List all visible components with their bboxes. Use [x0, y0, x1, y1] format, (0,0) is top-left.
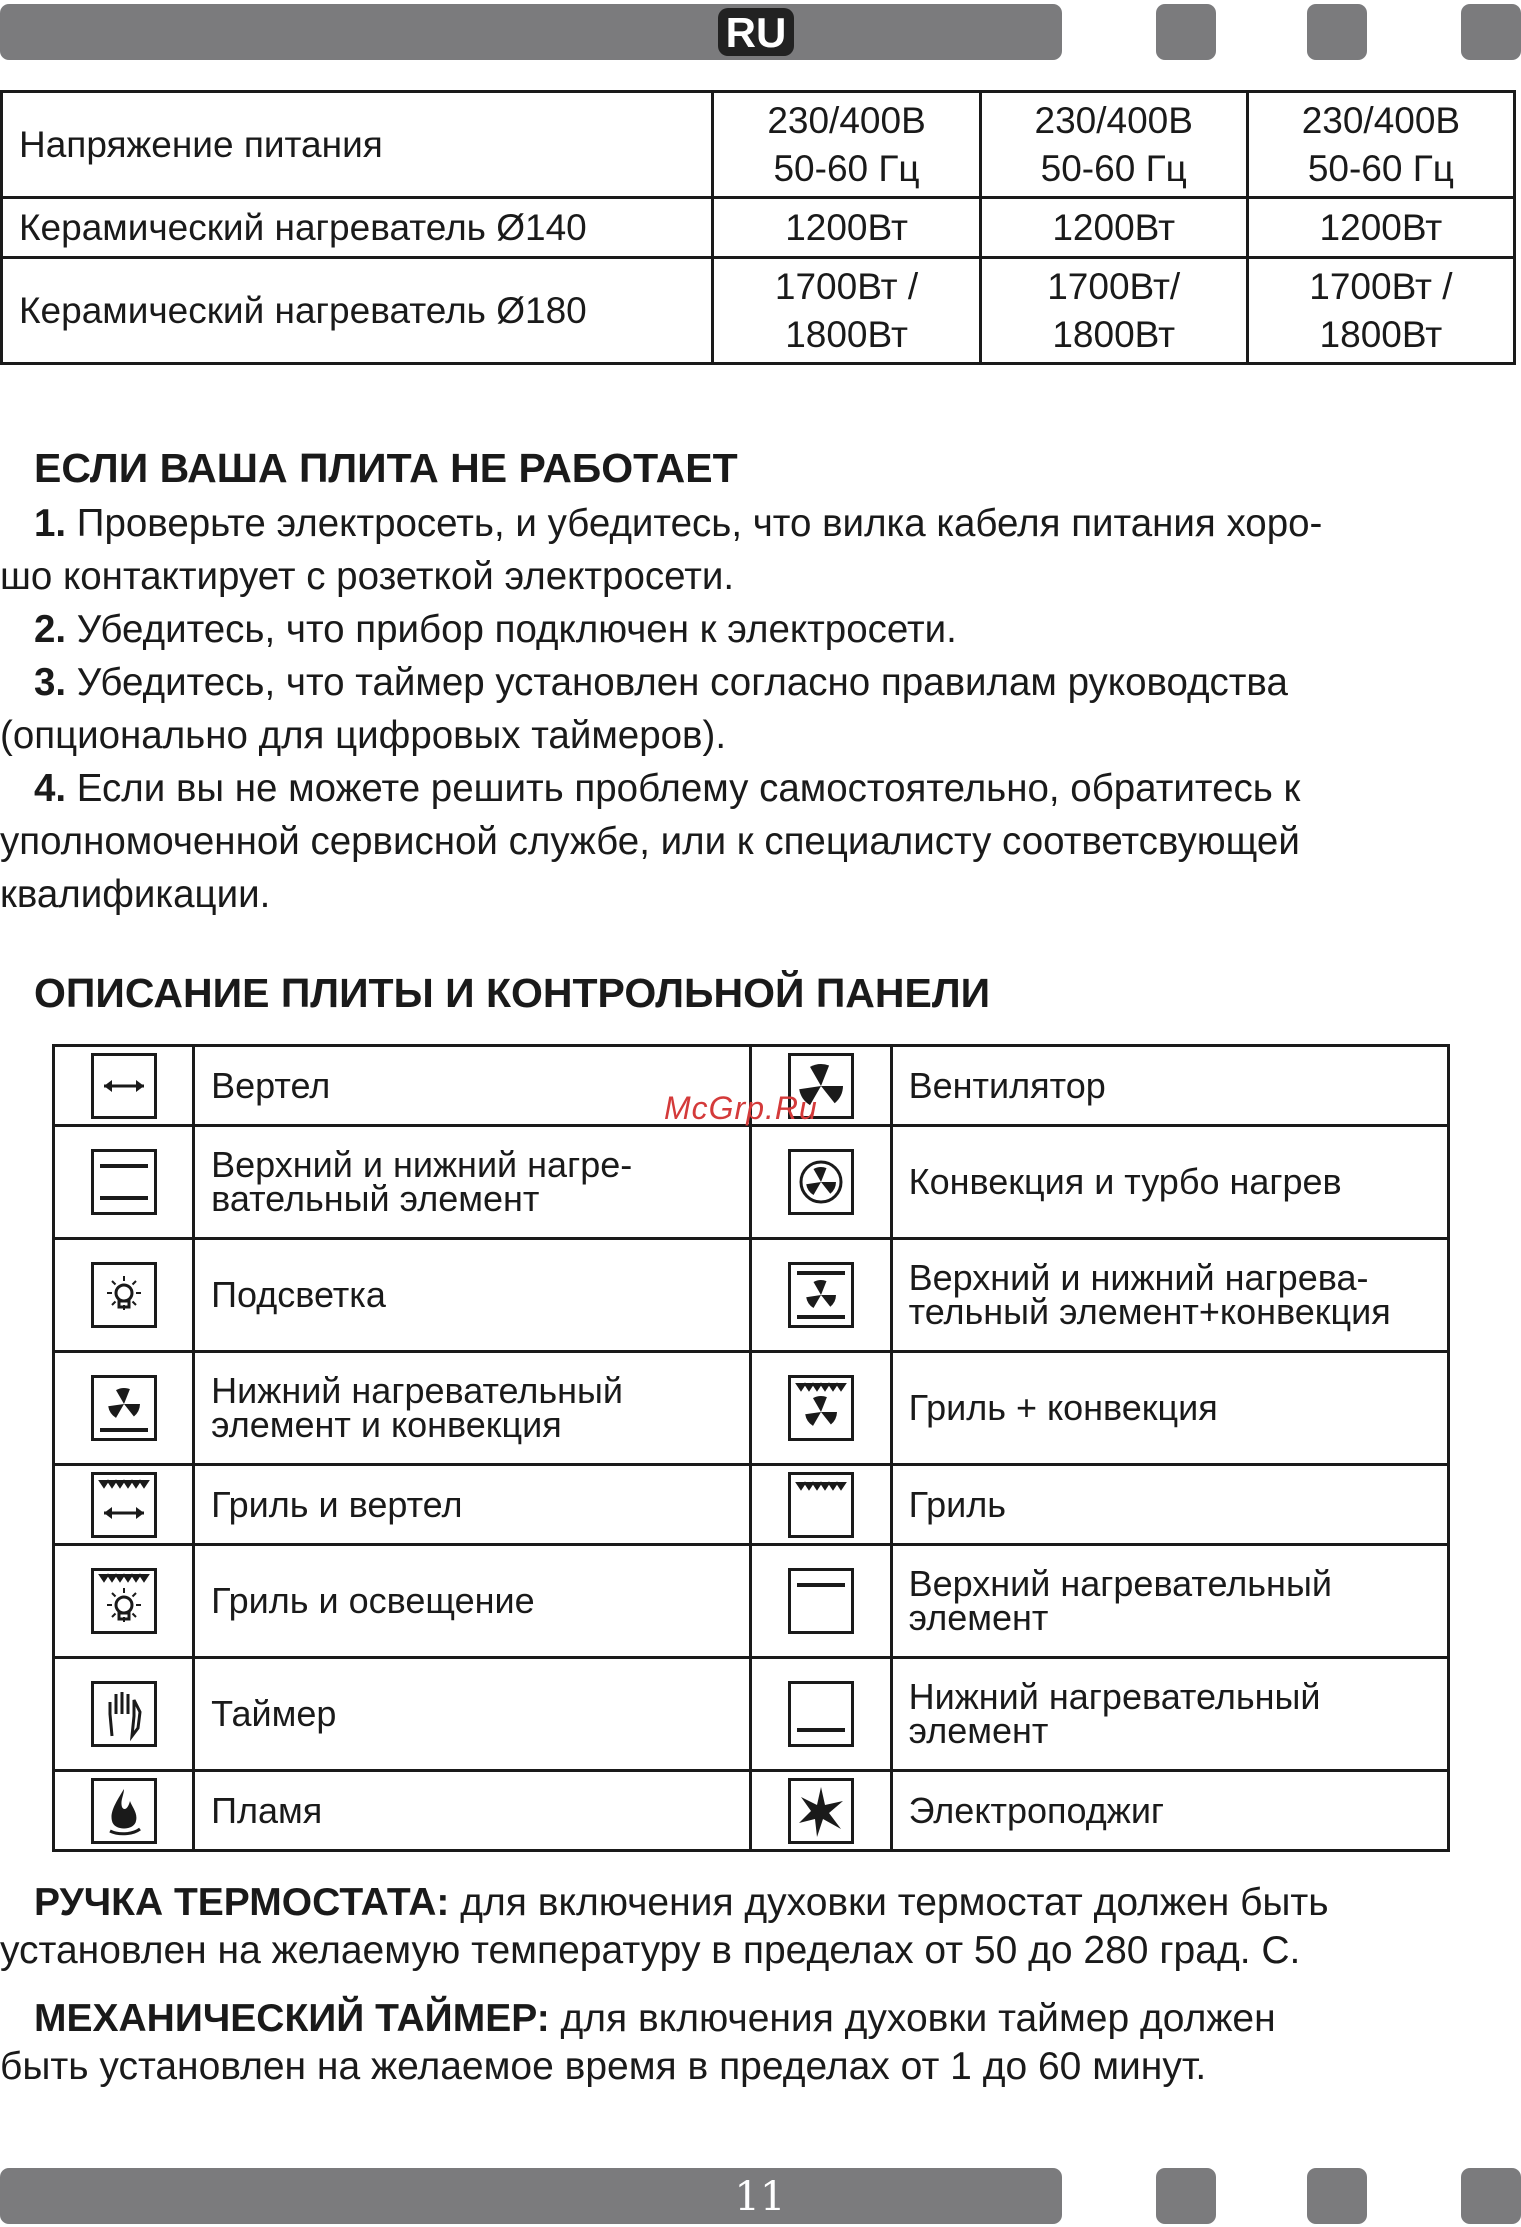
legend-row [54, 1658, 1449, 1771]
spec-value: 1200Вт [1247, 198, 1514, 258]
legend-icon-cell [751, 1465, 891, 1545]
grill-icon [788, 1472, 854, 1538]
legend-icon-cell [54, 1658, 194, 1771]
spec-value: 1200Вт [713, 198, 980, 258]
footer-box-2 [1307, 2168, 1367, 2224]
spec-label: Керамический нагреватель Ø180 [2, 258, 713, 364]
spec-value: 1700Вт / 1800Вт [713, 258, 980, 364]
top-bottom-fan-icon [788, 1262, 854, 1328]
legend-icon-cell [751, 1239, 891, 1352]
bottom-heat-icon [788, 1681, 854, 1747]
spec-row [2, 198, 1515, 258]
convection-turbo-icon [788, 1149, 854, 1215]
spec-value: 1200Вт [980, 198, 1247, 258]
legend-icon-cell [751, 1658, 891, 1771]
mech-timer-paragraph: МЕХАНИЧЕСКИЙ ТАЙМЕР: для включения духовки таймер должен быть установлен на желаемое время в пределах от 1 до 60 минут. [0, 1997, 1276, 2088]
legend-row [54, 1352, 1449, 1465]
legend-icon-cell [54, 1465, 194, 1545]
spec-row [2, 92, 1515, 198]
legend-label: Нижний нагревательный элемент [891, 1658, 1448, 1771]
legend-icon-cell [54, 1126, 194, 1239]
spec-value: 1700Вт/ 1800Вт [980, 258, 1247, 364]
legend-icon-cell [54, 1046, 194, 1126]
spec-value: 230/400В 50-60 Гц [1247, 92, 1514, 198]
legend-icon-cell [751, 1771, 891, 1851]
header-box-3 [1461, 4, 1521, 60]
spec-label: Керамический нагреватель Ø140 [2, 198, 713, 258]
legend-row [54, 1545, 1449, 1658]
legend-label: Верхний нагревательный элемент [891, 1545, 1448, 1658]
language-badge: RU [718, 8, 794, 56]
footer-box-1 [1156, 2168, 1216, 2224]
legend-icon-cell [54, 1239, 194, 1352]
troubleshoot-title: ЕСЛИ ВАША ПЛИТА НЕ РАБОТАЕТ [34, 445, 738, 491]
spec-value: 1700Вт / 1800Вт [1247, 258, 1514, 364]
troubleshoot-list: 1. Проверьте электросеть, и убедитесь, что вилка кабеля питания хоро- шо контактирует с розеткой электросети. 2. Убедитесь, что прибор подключен к электросети. 3. Убедитесь, что таймер установлен согласно правилам руководства (опционально для цифровых таймеров). 4. Если вы не можете решить проблему самостоятельно, обратитесь к уполномоченной сервисной службе, или к специалисту соответсвующей квалификации. [0, 502, 1323, 916]
ignition-icon [788, 1778, 854, 1844]
legend-label: Пламя [194, 1771, 751, 1851]
legend-icon-cell [751, 1126, 891, 1239]
legend-row [54, 1239, 1449, 1352]
legend-label: Конвекция и турбо нагрев [891, 1126, 1448, 1239]
flame-icon [91, 1778, 157, 1844]
legend-label: Верхний и нижний нагре- вательный элемент [194, 1126, 751, 1239]
spec-label: Напряжение питания [2, 92, 713, 198]
legend-label: Гриль и освещение [194, 1545, 751, 1658]
spec-value: 230/400В 50-60 Гц [713, 92, 980, 198]
grill-fan-icon [788, 1375, 854, 1441]
legend-icon-cell [751, 1352, 891, 1465]
legend-icon-cell [751, 1545, 891, 1658]
watermark-text: McGrp.Ru [664, 1090, 818, 1126]
legend-icon-cell [54, 1771, 194, 1851]
legend-label: Электроподжиг [891, 1771, 1448, 1851]
spec-table [0, 90, 1516, 365]
legend-label: Вентилятор [891, 1046, 1448, 1126]
legend-label: Вертел [194, 1046, 751, 1126]
spec-value: 230/400В 50-60 Гц [980, 92, 1247, 198]
legend-table [52, 1044, 1450, 1852]
legend-icon-cell [54, 1352, 194, 1465]
timer-hand-icon [91, 1681, 157, 1747]
legend-label: Гриль [891, 1465, 1448, 1545]
legend-title: ОПИСАНИЕ ПЛИТЫ И КОНТРОЛЬНОЙ ПАНЕЛИ [34, 970, 991, 1016]
legend-label: Подсветка [194, 1239, 751, 1352]
legend-label: Гриль и вертел [194, 1465, 751, 1545]
page-number: 11 [734, 2174, 786, 2220]
grill-spit-icon [91, 1472, 157, 1538]
top-heat-icon [788, 1568, 854, 1634]
thermostat-paragraph: РУЧКА ТЕРМОСТАТА: для включения духовки термостат должен быть установлен на желаемую температуру в пределах от 50 до 280 град. С. [0, 1881, 1329, 1972]
spit-icon [91, 1053, 157, 1119]
footer-bar [0, 2168, 1062, 2224]
bottom-fan-icon [91, 1375, 157, 1441]
lamp-icon [91, 1262, 157, 1328]
spec-row [2, 258, 1515, 364]
footer-box-3 [1461, 2168, 1521, 2224]
header-box-2 [1307, 4, 1367, 60]
legend-label: Таймер [194, 1658, 751, 1771]
legend-label: Верхний и нижний нагрева- тельный элемент+конвекция [891, 1239, 1448, 1352]
top-bottom-heat-icon [91, 1149, 157, 1215]
legend-icon-cell [54, 1545, 194, 1658]
header-box-1 [1156, 4, 1216, 60]
header-bar [0, 4, 1062, 60]
legend-row [54, 1126, 1449, 1239]
legend-label: Гриль + конвекция [891, 1352, 1448, 1465]
legend-row [54, 1771, 1449, 1851]
grill-lamp-icon [91, 1568, 157, 1634]
legend-label: Нижний нагревательный элемент и конвекция [194, 1352, 751, 1465]
legend-row [54, 1465, 1449, 1545]
